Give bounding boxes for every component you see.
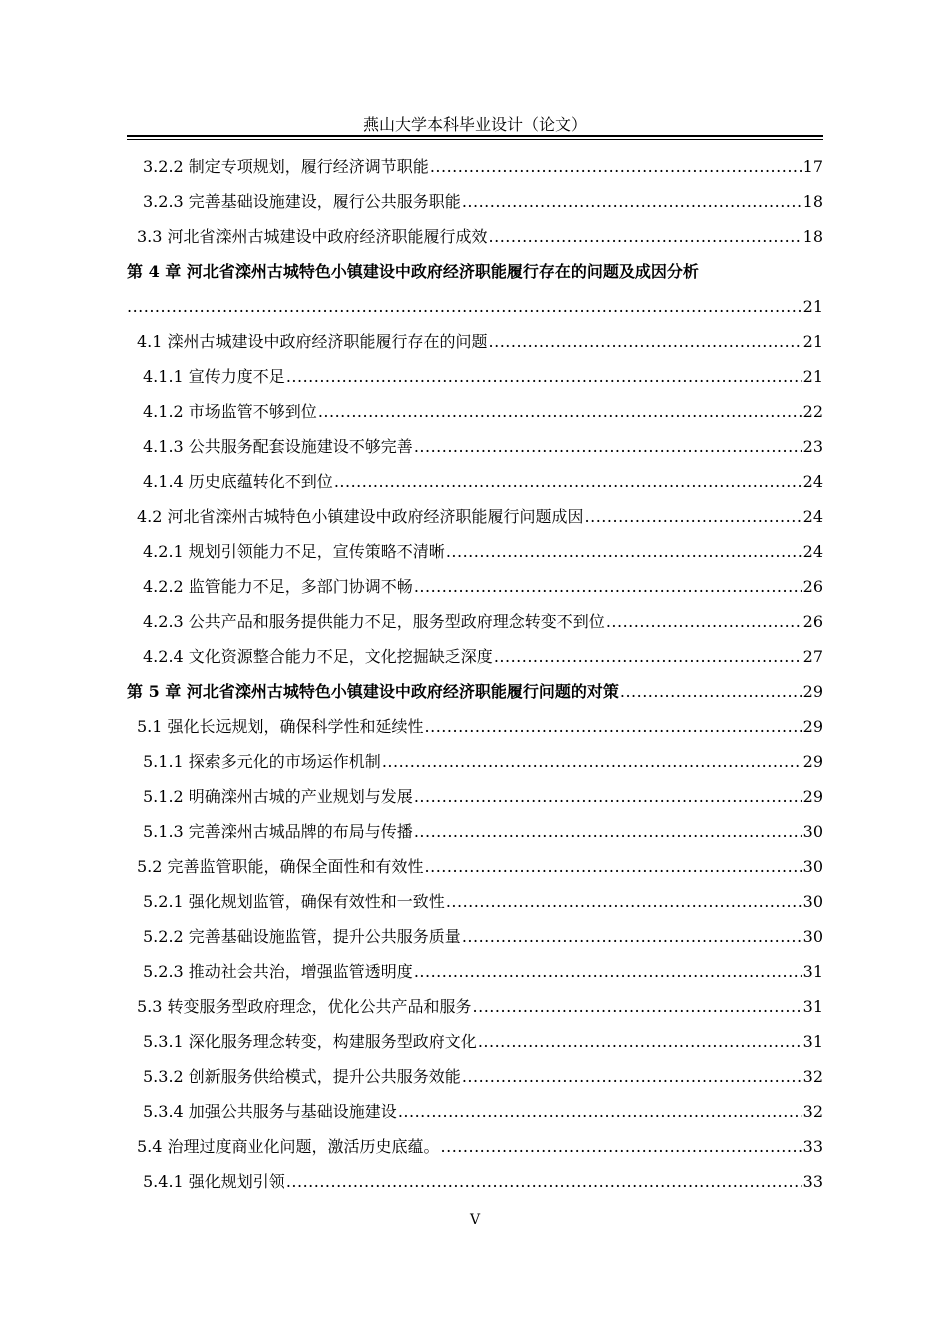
toc-leader-dots — [414, 814, 802, 849]
toc-leader-dots — [462, 1059, 802, 1094]
toc-leader-dots — [489, 324, 802, 359]
toc-entry-label: 5.1.3 完善滦州古城品牌的布局与传播 — [143, 822, 413, 841]
toc-entry-label: 4.1 滦州古城建设中政府经济职能履行存在的问题 — [137, 332, 488, 351]
toc-leader-dots — [398, 1094, 802, 1129]
toc-chapter-label: 第 5 章 河北省滦州古城特色小镇建设中政府经济职能履行问题的对策 — [127, 682, 619, 701]
toc-entry-page: 30 — [802, 822, 823, 841]
toc-entry-4-1[interactable] — [127, 324, 823, 359]
toc-leader-dots — [286, 1164, 802, 1199]
toc-leader-dots — [489, 219, 802, 254]
toc-entry-page: 24 — [802, 472, 823, 491]
toc-entry-5-3-1[interactable] — [127, 1024, 823, 1059]
toc-entry-label: 4.2 河北省滦州古城特色小镇建设中政府经济职能履行问题成因 — [137, 507, 584, 526]
toc-leader-dots — [430, 149, 802, 184]
toc-entry-page: 30 — [802, 927, 823, 946]
toc-entry-page: 31 — [802, 962, 823, 981]
toc-leader-dots — [334, 464, 802, 499]
toc-entry-label: 5.4.1 强化规划引领 — [143, 1172, 285, 1191]
toc-entry-page: 23 — [802, 437, 823, 456]
toc-entry-5-2-2[interactable] — [127, 919, 823, 954]
toc-entry-label: 5.4 治理过度商业化问题，激活历史底蕴。 — [137, 1137, 440, 1156]
toc-entry-page: 33 — [802, 1172, 823, 1191]
toc-entry-page: 21 — [802, 367, 823, 386]
toc-entry-5-4-1[interactable] — [127, 1164, 823, 1199]
toc-leader-dots — [446, 534, 802, 569]
toc-entry-4-2-2[interactable] — [127, 569, 823, 604]
toc-entry-label: 5.2.1 强化规划监管，确保有效性和一致性 — [143, 892, 445, 911]
toc-entry-page: 29 — [802, 717, 823, 736]
toc-entry-page: 26 — [802, 577, 823, 596]
toc-leader-dots — [414, 569, 802, 604]
toc-leader-dots — [414, 429, 802, 464]
toc-entry-4-2-4[interactable] — [127, 639, 823, 674]
table-of-contents — [127, 149, 823, 1199]
toc-entry-4-2-1[interactable] — [127, 534, 823, 569]
toc-entry-4-1-4[interactable] — [127, 464, 823, 499]
toc-entry-page: 32 — [802, 1067, 823, 1086]
header-rule-thin — [127, 139, 823, 140]
toc-entry-5-3[interactable] — [127, 989, 823, 1024]
toc-leader-dots — [382, 744, 802, 779]
toc-entry-label: 5.3.2 创新服务供给模式，提升公共服务效能 — [143, 1067, 461, 1086]
toc-entry-label: 4.1.4 历史底蕴转化不到位 — [143, 472, 333, 491]
toc-leader-dots — [585, 499, 802, 534]
toc-entry-5-1[interactable] — [127, 709, 823, 744]
toc-entry-3-2-3[interactable] — [127, 184, 823, 219]
toc-entry-5-1-2[interactable] — [127, 779, 823, 814]
toc-entry-4-1-3[interactable] — [127, 429, 823, 464]
toc-entry-5-4[interactable] — [127, 1129, 823, 1164]
toc-entry-label: 5.2.3 推动社会共治，增强监管透明度 — [143, 962, 413, 981]
toc-leader-dots — [606, 604, 802, 639]
toc-entry-label: 3.3 河北省滦州古城建设中政府经济职能履行成效 — [137, 227, 488, 246]
toc-leader-dots — [318, 394, 802, 429]
toc-entry-5-2[interactable] — [127, 849, 823, 884]
toc-entry-5-1-3[interactable] — [127, 814, 823, 849]
toc-entry-page: 26 — [802, 612, 823, 631]
toc-leader-dots — [425, 709, 802, 744]
toc-entry-page: 21 — [802, 332, 823, 351]
toc-entry-label: 5.3.4 加强公共服务与基础设施建设 — [143, 1102, 397, 1121]
toc-entry-label: 4.2.1 规划引领能力不足，宣传策略不清晰 — [143, 542, 445, 561]
toc-leader-dots — [462, 919, 802, 954]
toc-entry-page: 29 — [802, 682, 823, 701]
toc-leader-dots — [127, 289, 802, 324]
toc-chapter-continuation — [127, 289, 823, 324]
toc-entry-label: 4.1.3 公共服务配套设施建设不够完善 — [143, 437, 413, 456]
toc-entry-page: 29 — [802, 787, 823, 806]
toc-entry-label: 5.2.2 完善基础设施监管，提升公共服务质量 — [143, 927, 461, 946]
toc-entry-5-3-2[interactable] — [127, 1059, 823, 1094]
toc-entry-label: 4.2.2 监管能力不足，多部门协调不畅 — [143, 577, 413, 596]
toc-leader-dots — [462, 184, 802, 219]
toc-entry-label: 4.2.4 文化资源整合能力不足，文化挖掘缺乏深度 — [143, 647, 493, 666]
toc-entry-label: 3.2.2 制定专项规划，履行经济调节职能 — [143, 157, 429, 176]
toc-entry-page: 29 — [802, 752, 823, 771]
toc-entry-label: 4.2.3 公共产品和服务提供能力不足，服务型政府理念转变不到位 — [143, 612, 605, 631]
toc-leader-dots — [494, 639, 802, 674]
toc-leader-dots — [414, 779, 802, 814]
toc-entry-label: 5.2 完善监管职能，确保全面性和有效性 — [137, 857, 424, 876]
toc-entry-5-3-4[interactable] — [127, 1094, 823, 1129]
toc-entry-3-3[interactable] — [127, 219, 823, 254]
toc-entry-5-2-3[interactable] — [127, 954, 823, 989]
toc-chapter-label: 第 4 章 河北省滦州古城特色小镇建设中政府经济职能履行存在的问题及成因分析 — [127, 262, 699, 281]
toc-entry-page: 22 — [802, 402, 823, 421]
toc-entry-5-2-1[interactable] — [127, 884, 823, 919]
toc-entry-page: 31 — [802, 997, 823, 1016]
toc-entry-4-1-1[interactable] — [127, 359, 823, 394]
toc-entry-page: 30 — [802, 892, 823, 911]
toc-leader-dots — [425, 849, 802, 884]
toc-entry-page: 32 — [802, 1102, 823, 1121]
toc-entry-chapter-4[interactable] — [127, 254, 823, 324]
toc-leader-dots — [620, 674, 802, 709]
toc-entry-3-2-2[interactable] — [127, 149, 823, 184]
page-number: V — [469, 1212, 481, 1228]
toc-entry-label: 5.1.2 明确滦州古城的产业规划与发展 — [143, 787, 413, 806]
toc-entry-label: 5.1.1 探索多元化的市场运作机制 — [143, 752, 381, 771]
header-rule-thick — [127, 135, 823, 137]
toc-leader-dots — [441, 1129, 802, 1164]
toc-entry-page: 18 — [802, 192, 823, 211]
toc-leader-dots — [286, 359, 802, 394]
toc-entry-page: 31 — [802, 1032, 823, 1051]
toc-entry-page: 24 — [802, 507, 823, 526]
toc-leader-dots — [473, 989, 802, 1024]
toc-entry-page: 27 — [802, 647, 823, 666]
toc-leader-dots — [478, 1024, 802, 1059]
toc-leader-dots — [446, 884, 802, 919]
toc-entry-label: 5.1 强化长远规划，确保科学性和延续性 — [137, 717, 424, 736]
toc-entry-4-2[interactable] — [127, 499, 823, 534]
toc-entry-page: 30 — [802, 857, 823, 876]
toc-entry-4-2-3[interactable] — [127, 604, 823, 639]
toc-entry-5-1-1[interactable] — [127, 744, 823, 779]
toc-entry-label: 5.3 转变服务型政府理念，优化公共产品和服务 — [137, 997, 472, 1016]
toc-entry-page: 33 — [802, 1137, 823, 1156]
page-header: 燕山大学本科毕业设计（论文） — [362, 115, 587, 134]
toc-entry-4-1-2[interactable] — [127, 394, 823, 429]
toc-entry-page: 17 — [802, 157, 823, 176]
toc-leader-dots — [414, 954, 802, 989]
toc-entry-page: 18 — [802, 227, 823, 246]
toc-entry-page: 24 — [802, 542, 823, 561]
toc-entry-chapter-5[interactable] — [127, 674, 823, 709]
toc-entry-label: 4.1.2 市场监管不够到位 — [143, 402, 317, 421]
toc-entry-label: 5.3.1 深化服务理念转变，构建服务型政府文化 — [143, 1032, 477, 1051]
toc-entry-page: 21 — [802, 297, 823, 316]
toc-entry-label: 4.1.1 宣传力度不足 — [143, 367, 285, 386]
toc-entry-label: 3.2.3 完善基础设施建设，履行公共服务职能 — [143, 192, 461, 211]
